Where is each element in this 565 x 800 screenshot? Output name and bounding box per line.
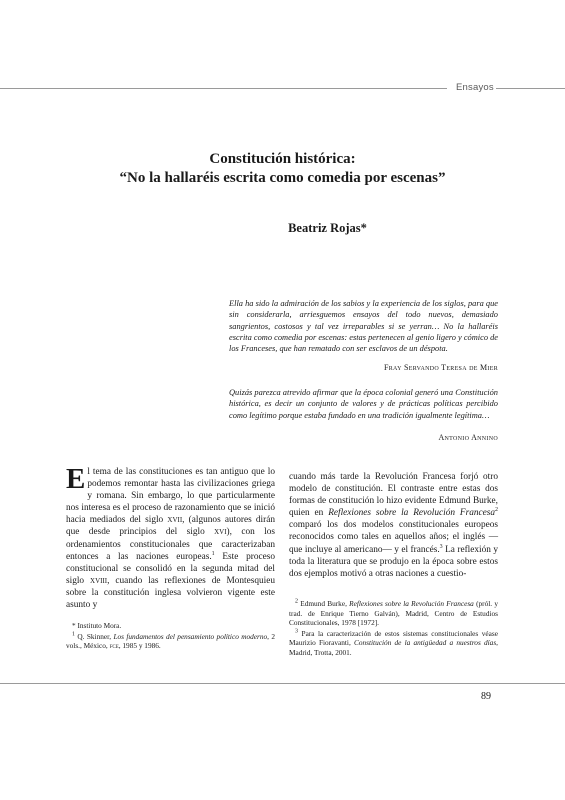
- body-left-text-1: l tema de las constituciones es tan antiguo que lo podemos remontar hasta las civilizaciones griega y romana. Sin embargo, lo que particularmente nos interesa es el proceso de razonamiento que se inició hacia mediados del siglo: [66, 467, 275, 526]
- footnote-3-number: 3: [295, 628, 298, 635]
- epigraph-2-text: Quizás parezca atrevido afirmar que la época colonial generó una Constitución histórica, es decir un conjunto de valores y de prácticas políticas percibido como legítimo porque estaba fundado en una tradición igualmente legítima…: [229, 388, 498, 420]
- section-label: Ensayos: [456, 82, 494, 93]
- body-right-text-1: cuando más tarde la Revolución Francesa forjó otro modelo de constitución. El contraste entre estas dos formas de constitución lo hizo evidente Edmund Burke, quien en: [289, 472, 498, 519]
- body-left-text-3: ), con los ordenamientos constitucionales que caracterizaban entonces a las naciones europeas.: [66, 527, 275, 562]
- footnote-ref-2[interactable]: 2: [495, 507, 499, 514]
- header-rule-right: [496, 88, 565, 89]
- body-column-left: [66, 463, 275, 611]
- footnote-2-author: Edmund Burke,: [298, 599, 350, 608]
- body-column-right: [289, 471, 498, 580]
- footnote-1-title: Los fundamentos del pensamiento político moderno: [113, 631, 268, 641]
- century-17: xvii: [167, 515, 183, 526]
- drop-cap: E: [66, 463, 86, 495]
- article-author: Beatriz Rojas*: [288, 221, 367, 235]
- footnote-2: [289, 599, 498, 628]
- footnote-3-title: Constitución de la antigüedad a nuestros días: [353, 638, 497, 648]
- footnote-1: [66, 632, 275, 651]
- footnote-3-text: Para la caracterización de estos sistemas constitucionales véase Maurizio Fioravanti,: [289, 628, 498, 648]
- epigraph-1-text: Ella ha sido la admiración de los sabios y la experiencia de los siglos, para que sin considerarla, arriesguemos ensayos del todo nuevos, demasiado sangrientos, costosos y tal vez irreparables si se yerran… No la hallaréis escrita como comedia por escenas: estas pertenecen al genio ligero y cómico de los Franceses, que han rematado con ser esclavos de un déspota.: [229, 299, 499, 354]
- footnote-1-rest-a: , 2 vols., México,: [66, 631, 275, 651]
- footnote-3-rest: , Madrid, Trotta, 2001.: [289, 638, 498, 657]
- header-rule-left: [0, 88, 447, 89]
- body-right-text-3: La reflexión y toda la literatura que se produjo en la época sobre estos dos ejemplos motivó a otras naciones a cuestio-: [289, 544, 498, 579]
- body-left-text-2: , (algunos autores dirán que desde principios del siglo: [66, 515, 275, 538]
- footnote-3: [289, 629, 498, 658]
- footnote-2-title: Reflexiones sobre la Revolución Francesa: [349, 599, 474, 608]
- footnote-ref-1[interactable]: 1: [211, 550, 215, 557]
- article-title-line-1: Constitución histórica:: [209, 151, 356, 167]
- footnotes-left: [66, 621, 275, 652]
- footnote-ref-3[interactable]: 3: [439, 543, 443, 550]
- epigraph-1-attribution: Fray Servando Teresa de Mier: [383, 363, 498, 372]
- footnote-2-rest: (pról. y trad. de Enrique Tierno Galván), Madrid, Centro de Estudios Constitucionales, 1978 [1972].: [289, 599, 498, 628]
- footer-rule: [0, 683, 565, 684]
- footnote-1-rest-b: , 1985 y 1986.: [118, 641, 161, 651]
- century-18: xviii: [90, 575, 108, 586]
- footnote-1-author: Q. Skinner,: [75, 631, 114, 641]
- century-16: xvi: [214, 527, 227, 538]
- article-title-line-2: “No la hallaréis escrita como comedia por escenas”: [119, 170, 446, 186]
- footnote-1-publisher: fce: [109, 641, 119, 651]
- epigraph-2-attribution: Antonio Annino: [438, 433, 498, 442]
- burke-title: Reflexiones sobre la Revolución Francesa: [328, 508, 496, 519]
- footnote-1-number: 1: [72, 631, 75, 638]
- body-right-text-2: comparó los dos modelos constitucionales europeos reconocidos como tales en aquellos años; el inglés —que incluye al americano— y el francés.: [289, 520, 498, 555]
- author-affiliation: * Instituto Mora.: [72, 621, 122, 630]
- body-left-text-4: Este proceso constitucional se consolidó en la segunda mitad del siglo: [66, 551, 275, 586]
- body-left-text-5: , cuando las reflexiones de Montesquieu sobre la constitución inglesa volvieron vigente este asunto y: [66, 575, 275, 611]
- page-number: 89: [481, 691, 491, 702]
- footnotes-right: [289, 599, 498, 659]
- footnote-2-number: 2: [295, 598, 298, 605]
